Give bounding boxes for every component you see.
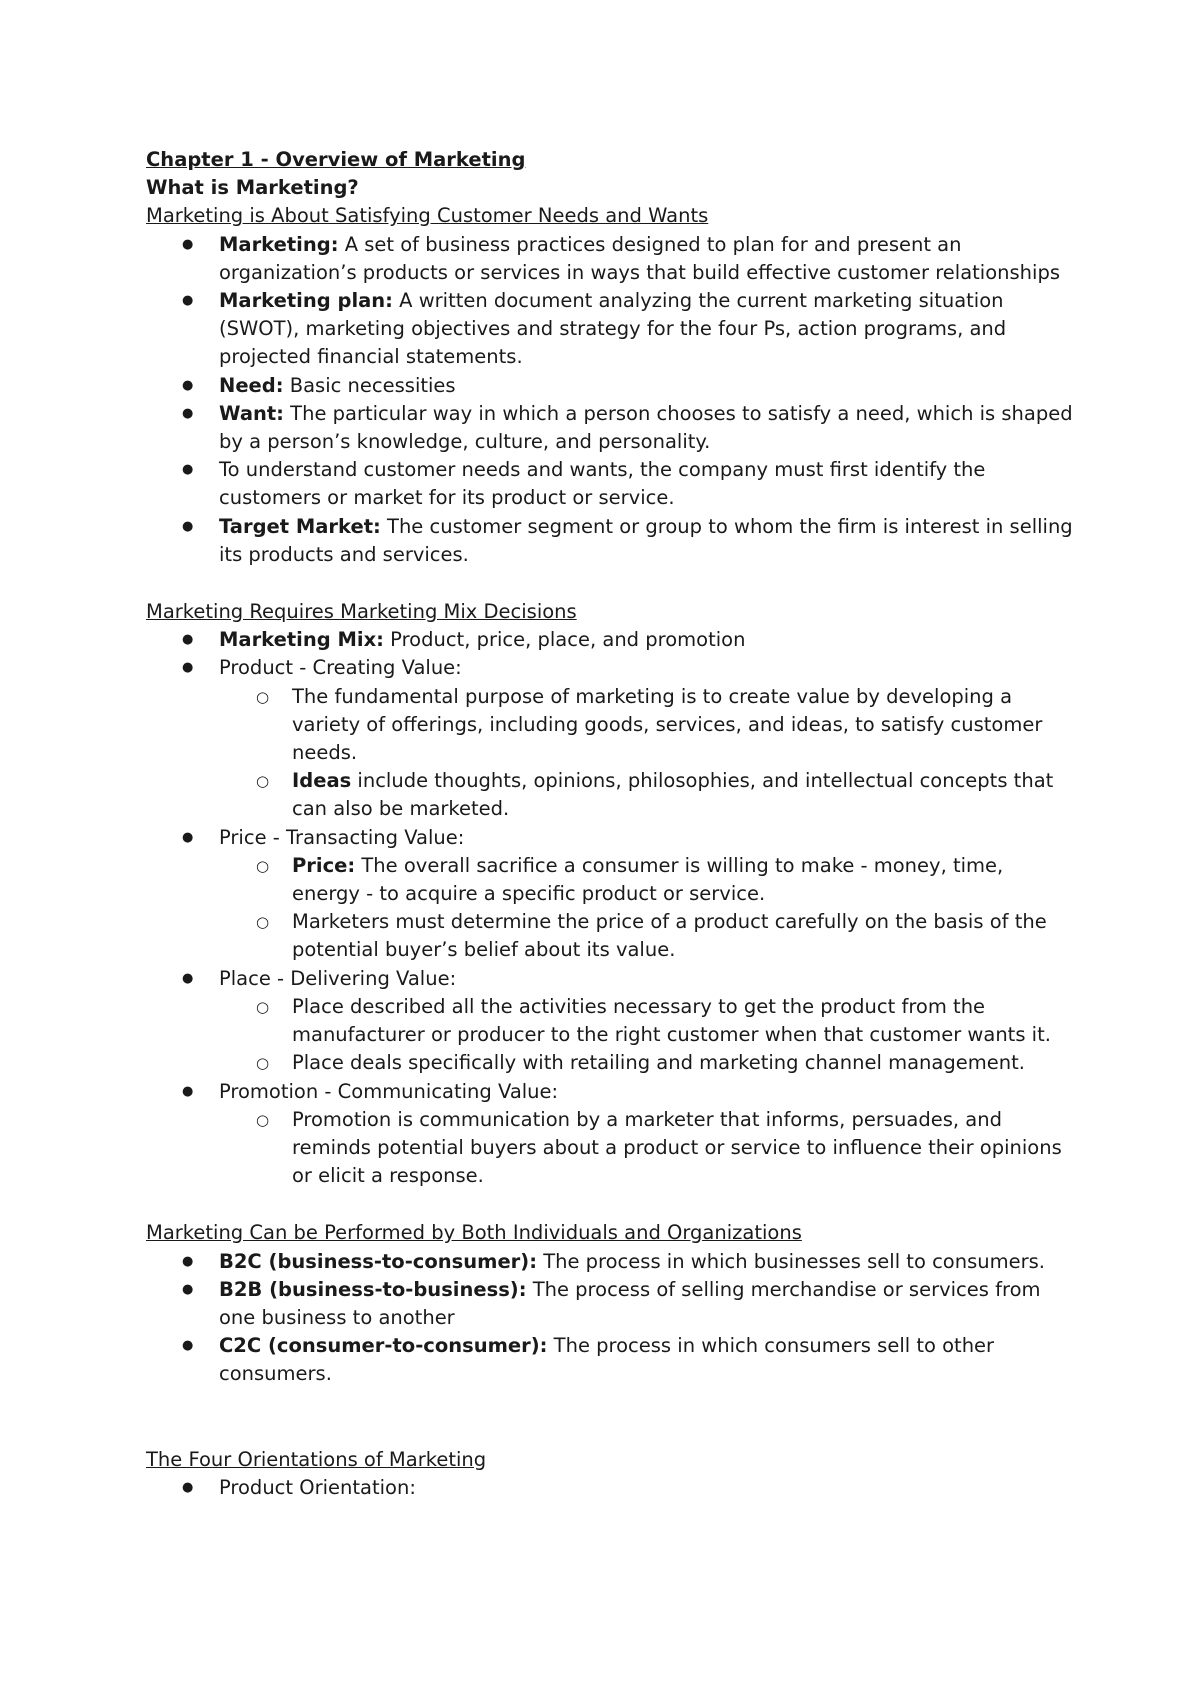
term-label: Marketing Mix: [219, 628, 384, 652]
list-item-price [146, 824, 1076, 965]
list-item-text: Promotion is communication by a marketer that informs, persuades, and reminds potential buyers about a product or service to influence their opinions or elicit a response. [292, 1107, 1062, 1188]
sub-list-item [219, 993, 1076, 1049]
term-definition: The overall sacrifice a consumer is willing to make - money, time, energy - to acquire a specific product or service. [292, 853, 1004, 906]
business-types-list [146, 1248, 1076, 1389]
list-item-text: Promotion - Communicating Value: [219, 1079, 559, 1103]
list-item [146, 400, 1076, 456]
list-item [146, 1474, 1076, 1502]
sub-list-item [219, 1049, 1076, 1077]
list-item-product [146, 654, 1076, 823]
sub-list-item [219, 852, 1076, 908]
section-heading-four-orientations: The Four Orientations of Marketing [146, 1447, 487, 1471]
term-definition: Product, price, place, and promotion [383, 628, 746, 652]
document-content [146, 146, 1076, 1502]
list-item-promotion [146, 1078, 1076, 1191]
term-label: B2B (business-to-business): [219, 1277, 527, 1301]
list-item-text: Place deals specifically with retailing and marketing channel management. [292, 1051, 1025, 1075]
list-item [146, 231, 1076, 287]
list-item-text: Marketers must determine the price of a product carefully on the basis of the potential buyer’s belief about its value. [292, 910, 1047, 962]
list-item [146, 1276, 1076, 1332]
term-label: Want: [219, 401, 284, 425]
sub-list [219, 683, 1076, 824]
marketing-mix-list [146, 626, 1076, 1190]
list-item-text: Price - Transacting Value: [219, 825, 465, 849]
list-item [146, 456, 1076, 512]
term-definition: The customer segment or group to whom the firm is interest in selling its products and services. [219, 514, 1073, 566]
list-item [146, 287, 1076, 372]
term-label: Need: [219, 373, 284, 397]
term-label: Marketing: [219, 232, 339, 256]
term-label: C2C (consumer-to-consumer): [219, 1334, 548, 1358]
sub-list [219, 852, 1076, 965]
sub-list-item [219, 1106, 1076, 1191]
sub-list-item [219, 683, 1076, 768]
spacer [146, 1389, 1076, 1446]
list-item-text: Place described all the activities necessary to get the product from the manufacturer or producer to the right customer when that customer wants it. [292, 994, 1051, 1047]
sub-list [219, 1106, 1076, 1191]
list-item [146, 1332, 1076, 1388]
orientations-list [146, 1474, 1076, 1502]
term-definition: Basic necessities [283, 373, 456, 397]
list-item [146, 513, 1076, 569]
section-heading-marketing-mix: Marketing Requires Marketing Mix Decisions [146, 600, 577, 624]
term-label: B2C (business-to-consumer): [219, 1249, 537, 1273]
term-definition: include thoughts, opinions, philosophies, and intellectual concepts that can also be marketed. [292, 769, 1054, 821]
list-item-text: Product Orientation: [219, 1475, 416, 1499]
sub-list-item [219, 767, 1076, 823]
term-label: Ideas [292, 769, 352, 793]
list-item [146, 372, 1076, 400]
list-item-text: Place - Delivering Value: [219, 966, 457, 990]
term-definition: A set of business practices designed to plan for and present an organization’s products or services in ways that build effective customer relationships [219, 232, 1060, 284]
term-label: Target Market: [219, 514, 381, 538]
sub-list [219, 993, 1076, 1078]
term-definition: The particular way in which a person chooses to satisfy a need, which is shaped by a person’s knowledge, culture, and personality. [219, 401, 1073, 454]
section-heading-individuals-organizations: Marketing Can be Performed by Both Individuals and Organizations [146, 1221, 802, 1245]
list-item-text: To understand customer needs and wants, the company must first identify the customers or market for its product or service. [219, 458, 986, 510]
list-item [146, 626, 1076, 654]
term-definition: The process of selling merchandise or services from one business to another [219, 1277, 1041, 1329]
needs-wants-list [146, 231, 1076, 569]
spacer [146, 1190, 1076, 1219]
term-label: Marketing plan: [219, 289, 393, 313]
list-item-place [146, 965, 1076, 1078]
section-subtitle: What is Marketing? [146, 176, 359, 200]
term-definition: A written document analyzing the current marketing situation (SWOT), marketing objectives and strategy for the four Ps, action programs, and projected financial statements. [219, 289, 1007, 369]
list-item-text: Product - Creating Value: [219, 656, 462, 680]
list-item [146, 1248, 1076, 1276]
term-label: Price: [292, 853, 356, 877]
chapter-title: Chapter 1 - Overview of Marketing [146, 148, 526, 171]
term-definition: The process in which businesses sell to consumers. [537, 1249, 1045, 1273]
list-item-text: The fundamental purpose of marketing is to create value by developing a variety of offerings, including goods, services, and ideas, to satisfy customer needs. [292, 684, 1043, 765]
spacer [146, 569, 1076, 598]
term-definition: The process in which consumers sell to other consumers. [219, 1334, 995, 1386]
sub-list-item [219, 908, 1076, 964]
section-heading-needs-wants: Marketing is About Satisfying Customer Needs and Wants [146, 204, 709, 228]
